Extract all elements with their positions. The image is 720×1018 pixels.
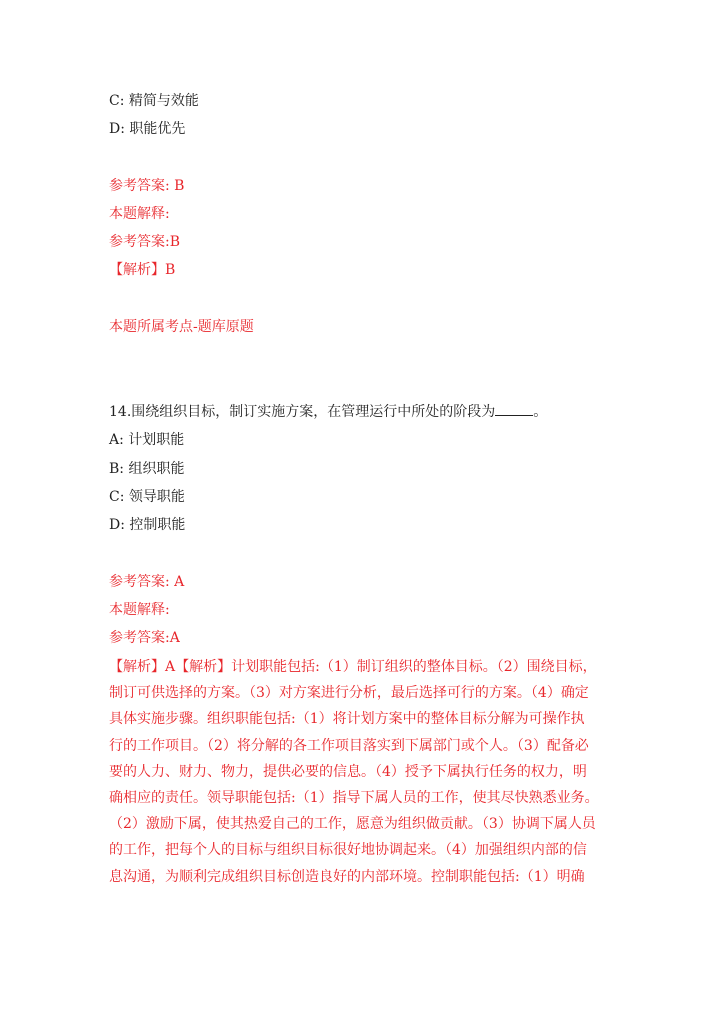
option-text: 精简与效能 — [128, 93, 199, 109]
prev-source: 本题所属考点-题库原题 — [109, 319, 254, 335]
option-text: 领导职能 — [128, 489, 185, 505]
analysis-line: 的工作，把每个人的目标与组织目标很好地协调起来。（4）加强组织内部的信 — [109, 842, 587, 859]
question-14-stem — [109, 402, 547, 422]
option-text: 计划职能 — [128, 432, 185, 448]
option-label: C: — [109, 489, 125, 505]
prev-explain-title: 本题解释: — [109, 206, 170, 222]
prev-analysis: 【解析】B — [109, 262, 176, 278]
option-label: D: — [109, 121, 125, 137]
question-number: 14. — [109, 404, 132, 420]
analysis-line: 【解析】A【解析】计划职能包括:（1）制订组织的整体目标。（2）围绕目标， — [109, 659, 597, 675]
question-stem: 围绕组织目标，制订实施方案，在管理运行中所处的阶段为 — [131, 404, 496, 420]
question-14-answer-line: 参考答案: A — [109, 574, 185, 590]
question-stem-end: 。 — [533, 404, 548, 420]
prev-option-d — [109, 119, 185, 139]
analysis-line: 要的人力、财力、物力，提供必要的信息。（4）授予下属执行任务的权力，明 — [109, 763, 587, 780]
analysis-line: 确相应的责任。领导职能包括:（1）指导下属人员的工作，使其尽快熟悉业务。 — [109, 790, 599, 807]
option-text: 组织职能 — [128, 461, 185, 477]
prev-answer-line2: 参考答案:B — [109, 234, 181, 250]
option-label: D: — [109, 517, 125, 533]
option-label: C: — [109, 93, 125, 109]
option-text: 控制职能 — [129, 517, 186, 533]
analysis-line: 息沟通，为顺利完成组织目标创造良好的内部环境。控制职能包括:（1）明确 — [109, 868, 585, 885]
question-14-option-d — [109, 515, 185, 535]
option-label: B: — [109, 461, 125, 477]
question-14-option-a — [109, 430, 184, 450]
question-14-option-b — [109, 459, 184, 479]
question-14-analysis — [109, 654, 604, 890]
question-14-option-c — [109, 487, 185, 507]
prev-option-c — [109, 91, 199, 111]
analysis-line: 具体实施步骤。组织职能包括:（1）将计划方案中的整体目标分解为可操作执 — [109, 711, 585, 728]
prev-answer-line: 参考答案: B — [109, 178, 185, 194]
analysis-line: （2）激励下属，使其热爱自己的工作，愿意为组织做贡献。（3）协调下属人员 — [109, 816, 596, 833]
answer-blank — [495, 403, 533, 416]
option-label: A: — [109, 432, 124, 448]
question-14-explain-title: 本题解释: — [109, 602, 170, 618]
analysis-line: 行的工作项目。（2）将分解的各工作项目落实到下属部门或个人。（3）配备必 — [109, 737, 589, 754]
question-14-answer-line2: 参考答案:A — [109, 630, 180, 646]
analysis-line: 制订可供选择的方案。（3）对方案进行分析，最后选择可行的方案。（4）确定 — [109, 685, 589, 702]
option-text: 职能优先 — [129, 121, 186, 137]
